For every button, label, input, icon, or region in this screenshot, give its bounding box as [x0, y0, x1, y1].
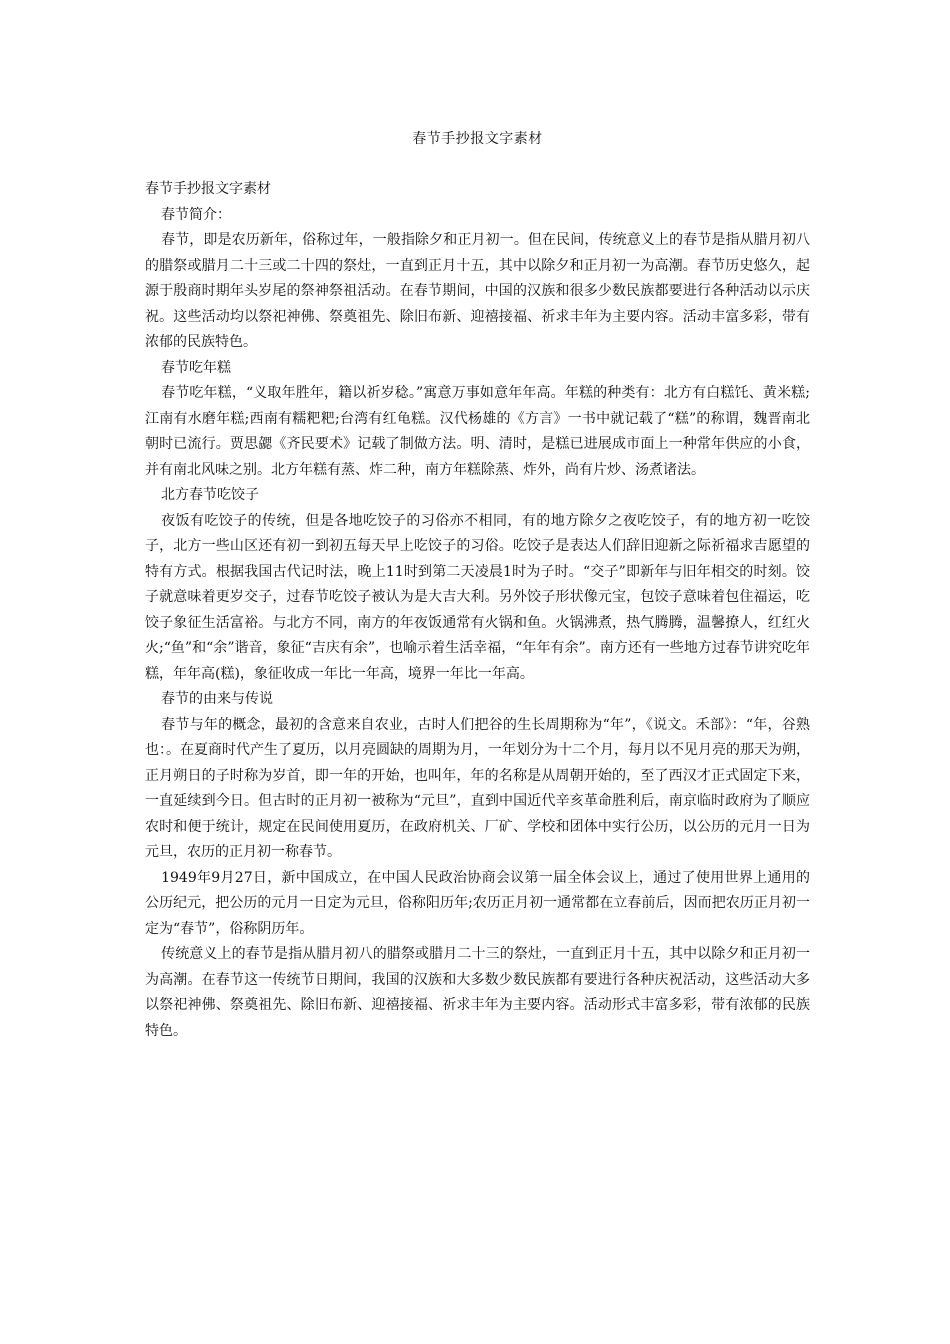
section-heading-intro: 春节简介：	[161, 206, 231, 223]
paragraph-niangao: 春节吃年糕，“义取年胜年，籍以祈岁稔。”寓意万事如意年年高。年糕的种类有：北方有白糕饦、黄米糕;江南有水磨年糕;西南有糯粑粑;台湾有红龟糕。汉代杨雄的《方言》一书中就记载了“糕”的称谓，魏晋南北朝时已流行。贾思勰《齐民要术》记载了制做方法。明、清时，是糕已进展成市面上一种常年供应的小食，并有南北风味之别。北方年糕有蒸、炸二种，南方年糕除蒸、炸外，尚有片炒、汤煮诸法。	[145, 385, 810, 478]
paragraph-origin-3: 传统意义上的春节是指从腊月初八的腊祭或腊月二十三的祭灶，一直到正月十五，其中以除夕和正月初一为高潮。在春节这一传统节日期间，我国的汉族和大多数少数民族都有要进行各种庆祝活动，这些活动大多以祭祀神佛、祭奠祖先、除旧布新、迎禧接福、祈求丰年为主要内容。活动形式丰富多彩，带有浓郁的民族特色。	[145, 946, 810, 1039]
paragraph-origin-2: 1949年9月27日，新中国成立，在中国人民政治协商会议第一届全体会议上，通过了使用世界上通用的公历纪元，把公历的元月一日定为元旦，俗称阳历年;农历正月初一通常都在立春前后，因而把农历正月初一定为“春节”，俗称阴历年。	[145, 869, 810, 937]
document-title: 春节手抄报文字素材	[412, 131, 543, 147]
paragraph-dumplings: 夜饭有吃饺子的传统，但是各地吃饺子的习俗亦不相同，有的地方除夕之夜吃饺子，有的地方初一吃饺子，北方一些山区还有初一到初五每天早上吃饺子的习俗。吃饺子是表达人们辞旧迎新之际祈福求吉愿望的特有方式。根据我国古代记时法，晚上11时到第二天凌晨1时为子时。“交子”即新年与旧年相交的时刻。饺子就意味着更岁交子，过春节吃饺子被认为是大吉大利。另外饺子形状像元宝，包饺子意味着包住福运，吃饺子象征生活富裕。与北方不同，南方的年夜饭通常有火锅和鱼。火锅沸煮，热气腾腾，温馨撩人，红红火火;“鱼”和“余”谐音，象征“吉庆有余”，也喻示着生活幸福，“年年有余”。南方还有一些地方过春节讲究吃年糕，年年高(糕)，象征收成一年比一年高，境界一年比一年高。	[145, 512, 810, 682]
document-subtitle: 春节手抄报文字素材	[145, 181, 271, 197]
section-heading-dumplings: 北方春节吃饺子	[161, 487, 259, 503]
paragraph-origin-1: 春节与年的概念，最初的含意来自农业，古时人们把谷的生长周期称为“年”，《说文。禾部》：“年，谷熟也：。在夏商时代产生了夏历，以月亮圆缺的周期为月，一年划分为十二个月，每月以不见月亮的那天为朔，正月朔日的子时称为岁首，即一年的开始，也叫年，年的名称是从周朝开始的，至了西汉才正式固定下来，一直延续到今日。但古时的正月初一被称为“元旦”，直到中国近代辛亥革命胜利后，南京临时政府为了顺应农时和便于统计，规定在民间使用夏历，在政府机关、厂矿、学校和团体中实行公历，以公历的元月一日为元旦，农历的正月初一称春节。	[145, 716, 810, 860]
document-body	[145, 177, 810, 1044]
section-heading-niangao: 春节吃年糕	[161, 359, 231, 376]
paragraph-intro: 春节，即是农历新年，俗称过年，一般指除夕和正月初一。但在民间，传统意义上的春节是指从腊月初八的腊祭或腊月二十三或二十四的祭灶，一直到正月十五，其中以除夕和正月初一为高潮。春节历史悠久，起源于殷商时期年头岁尾的祭神祭祖活动。在春节期间，中国的汉族和很多少数民族都要进行各种活动以示庆祝。这些活动均以祭祀神佛、祭奠祖先、除旧布新、迎禧接福、祈求丰年为主要内容。活动丰富多彩，带有浓郁的民族特色。	[145, 232, 810, 350]
section-heading-origin: 春节的由来与传说	[161, 691, 273, 707]
